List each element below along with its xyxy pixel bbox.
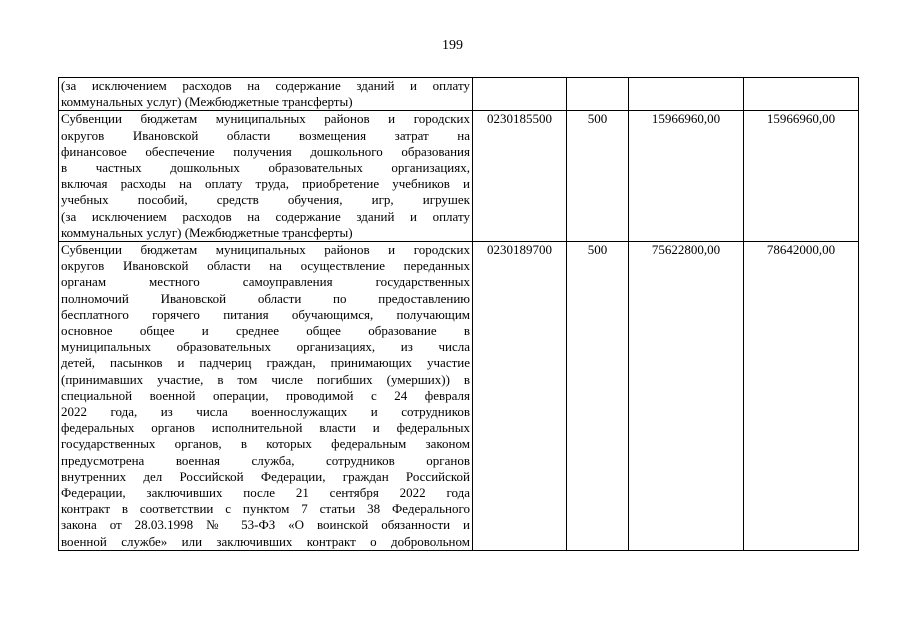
expense-name-cell [59,111,473,242]
target-article-code-cell: 0230189700 [473,242,567,551]
expense-name-line: Субвенции бюджетам муниципальных районов и городских [61,242,470,258]
amount-year1-cell [629,78,744,111]
expense-name-line: полномочий Ивановской области по предоставлению [61,290,470,306]
budget-table-body [59,78,859,551]
budget-table [58,77,859,551]
amount-year1-cell: 75622800,00 [629,242,744,551]
table-row [59,242,859,551]
expense-type-cell [567,78,629,111]
expense-name-line: 2022 года, из числа военнослужащих и сотрудников [61,404,470,420]
expense-name-line: Федерации, заключивших после 21 сентября 2022 года [61,485,470,501]
amount-year2-cell: 78642000,00 [744,242,859,551]
amount-year2-cell [744,78,859,111]
table-row [59,78,859,111]
table-row [59,111,859,242]
expense-name-line: финансовое обеспечение получения дошкольного образования [61,143,470,159]
expense-name-line: специальной военной операции, проводимой с 24 февраля [61,387,470,403]
target-article-code-cell: 0230185500 [473,111,567,242]
amount-year1-cell: 15966960,00 [629,111,744,242]
expense-name-line: государственных органов, в которых федеральным законом [61,436,470,452]
expense-name-line: бесплатного горячего питания обучающимся, получающим [61,306,470,322]
expense-name-line: предусмотрена военная служба, сотрудников органов [61,452,470,468]
expense-name-line: округов Ивановской области возмещения затрат на [61,127,470,143]
expense-name-line: учебных пособий, средств обучения, игр, игрушек [61,192,470,208]
expense-name-line: включая расходы на оплату труда, приобретение учебников и [61,176,470,192]
page-number: 199 [442,38,463,53]
expense-name-line: военной службе» или заключивших контракт о добровольном [61,533,470,549]
expense-name-line: детей, пасынков и падчериц граждан, принимающих участие [61,355,470,371]
expense-name-cell [59,78,473,111]
expense-name-line: коммунальных услуг) (Межбюджетные трансферты) [61,94,353,110]
expense-type-cell: 500 [567,242,629,551]
expense-name-cell [59,242,473,551]
expense-name-line: в частных дошкольных образовательных организациях, [61,160,470,176]
expense-name-line: основное общее и среднее общее образование в [61,323,470,339]
expense-name-line: муниципальных образовательных организациях, из числа [61,339,470,355]
expense-name-line: коммунальных услуг) (Межбюджетные трансферты) [61,224,353,240]
expense-name-line: закона от 28.03.1998 № 53-ФЗ «О воинской обязанности и [61,517,470,533]
expense-name-line: (за исключением расходов на содержание зданий и оплату [61,208,470,224]
expense-name-line: (принимавших участие, в том числе погибших (умерших)) в [61,371,470,387]
expense-name-line: округов Ивановской области на осуществление переданных [61,258,470,274]
expense-type-cell: 500 [567,111,629,242]
amount-year2-cell: 15966960,00 [744,111,859,242]
expense-name-line: федеральных органов исполнительной власти и федеральных [61,420,470,436]
expense-name-line: контракт в соответствии с пунктом 7 статьи 38 Федерального [61,501,470,517]
target-article-code-cell [473,78,567,111]
expense-name-line: внутренних дел Российской Федерации, граждан Российской [61,468,470,484]
expense-name-line: Субвенции бюджетам муниципальных районов и городских [61,111,470,127]
expense-name-line: (за исключением расходов на содержание зданий и оплату [61,78,470,93]
expense-name-line: органам местного самоуправления государственных [61,274,470,290]
